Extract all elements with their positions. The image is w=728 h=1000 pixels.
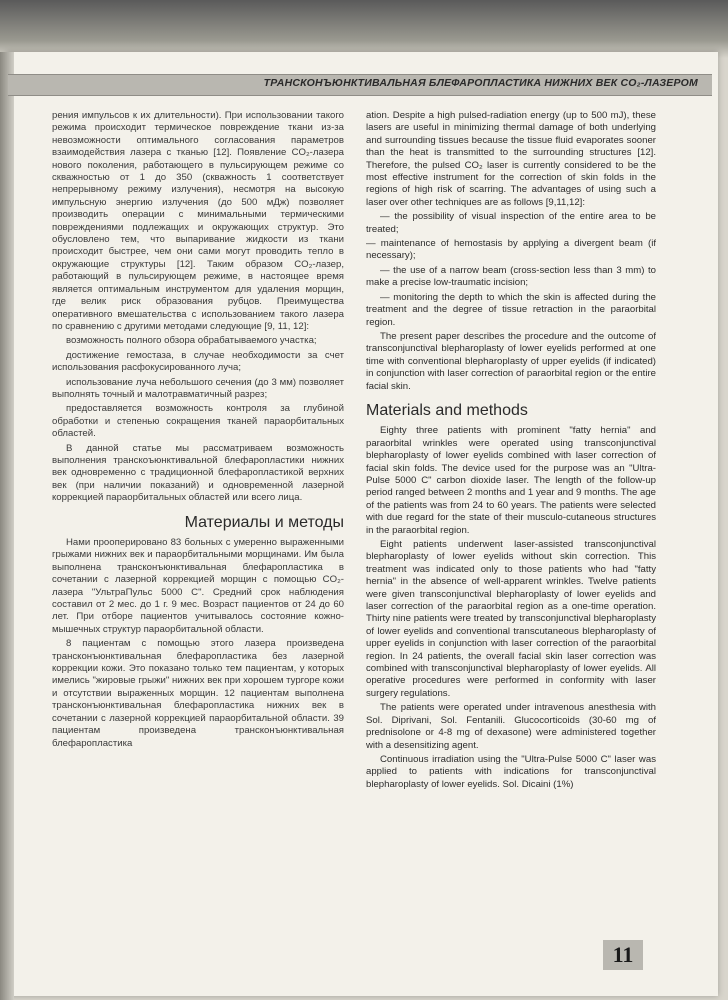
en-paragraph: — the use of a narrow beam (cross-section less than 3 mm) to make a precise low-traumatic incision;: [366, 264, 656, 289]
en-paragraph: Continuous irradiation using the "Ultra-Pulse 5000 C" laser was applied to patients with indications for transconjunctival blepharoplasty of lower eyelids. Sol. Dicaini (1%): [366, 753, 656, 790]
en-paragraph: The present paper describes the procedure and the outcome of transconjunctival blepharoplasty of lower eyelids performed at one time with conventional blepharoplasty of upper eyelids (if indicated) in conjunction with laser correction of paraorbital region or the entire facial skin.: [366, 330, 656, 392]
ru-paragraph: возможность полного обзора обрабатываемого участка;: [66, 335, 317, 347]
en-paragraph: — maintenance of hemostasis by applying a divergent beam (if necessary);: [366, 238, 656, 262]
en-paragraph: The patients were operated under intravenous anesthesia with Sol. Diprivani, Sol. Fentanili. Glucocorticoids (30-60 mg of prednisolone or 4-8 mg of dexasone) were administered together with a desensitizing agent.: [366, 702, 656, 751]
ru-paragraph: Нами прооперировано 83 больных с умеренно выраженными грыжами нижних век и параорбитальными морщинами. Им была выполнена трансконъюнктивальная блефаропластика в сочетании с лазерной коррекцией морщин с помощью CO₂-лазера "УльтраПульс 5000 С". Средний срок наблюдения составил от 2 мес. до 1 г. 9 мес. Возраст пациентов от 24 до 60 лет. При отборе пациентов учитывалось состояние кожно-мышечных структур параорбитальной области.: [52, 537, 344, 635]
ru-paragraph: использование луча небольшого сечения (до 3 мм) позволяет выполнять точный и малотравматичный разрез;: [52, 376, 344, 400]
en-paragraph: ation. Despite a high pulsed-radiation energy (up to 500 mJ), these lasers are useful in minimizing thermal damage of both underlying and surrounding tissues because the tissue fluid evaporates sooner than the heat is transmitted to the surrounding structures [12]. Therefore, the pulsed CO₂ laser is currently considered to be the most effective instrument for the correction of skin folds in the regions of high risk of scarring. The advantages of using such a laser over other techniques are as follows [9,11,12]:: [366, 110, 656, 208]
ru-paragraph: рения импульсов к их длительности). При использовании такого режима происходит термическое повреждение ткани из-за невозможности оптимального согласования параметров взаимодействия лазера с тканью [12]. Появление CO₂-лазера нового поколения, работающего в пульсирующем режиме со скважностью от 1 до 350 (скважность 1 соответствует непрерывному режиму излучения), несмотря на высокую импульсную энергию излучения (до 500 мДж) позволяет производить операции с минимальными термическими повреждениями подлежащих и окружающих структур. Это обусловлено тем, что выпаривание жидкости из ткани происходит быстрее, чем они сами могут проводить тепло в окружающие структуры [12]. Таким образом CO₂-лазер, работающий в пульсирующем режиме, в настоящее время является оптимальным инструментом для удаления морщин, где велик риск образования рубцов. Преимущества оперативного вмешательства с использованием такого лазера по сравнению с другими методами следующие [9, 11, 12]:: [52, 110, 344, 332]
english-column: [366, 110, 656, 920]
page-number: 11: [603, 940, 643, 970]
ru-paragraph: 8 пациентам с помощью этого лазера произведена трансконъюнктивальная блефаропластика без лазерной коррекции кожи. Это показано только тем пациентам, у которых имелись "жировые грыжи" нижних век при хорошем тургоре кожи и отсутствии выраженных морщин. 12 пациентам выполнена трансконъюнктивальная блефаропластика нижних век в сочетании с лазерной коррекцией параорбитальной области. 39 пациентам произведена трансконъюнктивальная блефаропластика: [52, 638, 344, 749]
ru-paragraph: предоставляется возможность контроля за глубиной обработки и степенью сокращения тканей параорбитальных областей.: [52, 403, 344, 440]
scan-binding-shadow: [0, 52, 14, 1000]
en-methods-heading: Materials and methods: [366, 401, 528, 419]
running-header-title: ТРАНСКОНЪЮНКТИВАЛЬНАЯ БЛЕФАРОПЛАСТИКА НИЖНИХ ВЕК CO₂-ЛАЗЕРОМ: [263, 77, 698, 89]
ru-paragraph: В данной статье мы рассматриваем возможность выполнения транскоъюнктивальной блефаропластики нижних век одновременно с традиционной блефаропластикой верхних век (при наличии показаний) и одновременной лазерной коррекцией параорбитальных областей или всего лица.: [52, 442, 344, 504]
en-paragraph: — the possibility of visual inspection of the entire area to be treated;: [366, 211, 656, 235]
russian-column: [52, 110, 344, 760]
scan-top-margin: [0, 0, 728, 58]
en-paragraph: — monitoring the depth to which the skin is affected during the treatment and the degree of tissue retraction in the paraorbital region.: [366, 291, 656, 328]
running-header: [8, 74, 712, 96]
en-paragraph: Eighty three patients with prominent "fatty hernia" and paraorbital wrinkles were operated using transconjunctival blepharoplasty of lower eyelids combined with laser correction of facial skin folds. The device used for the purpose was an "Ultra-Pulse 5000 C" carbon dioxide laser. The length of the follow-up period ranged between 2 months and 1 year and 9 months. The age of the patients was from 24 to 60 years. The patients were selected with due regard for the state of their musculo-cutaneous structures in the paraorbital region.: [366, 425, 656, 536]
en-paragraph: Eight patients underwent laser-assisted transconjunctival blepharoplasty of lower eyelids without skin correction. This treatment was indicated only to those patients who had "fatty hernia" in the absence of well-apparent wrinkles. Twelve patients were given transconjunctival blepharoplasty of lower eyelids and laser correction of the paraorbital region as a one-time operation. Thirty nine patients were treated by transconjunctival blepharoplasty of lower eyelids and conventional transcutaneous blepharoplasty of upper eyelids in conjunction with laser correction of the paraorbital region. In 24 patients, the overall facial skin laser correction was combined with transconjunctival blepharoplasty of lower eyelids. All operative procedures were performed in conformity with laser surgery regulations.: [366, 539, 656, 699]
ru-paragraph: достижение гемостаза, в случае необходимости за счет использования расфокусированного луча;: [52, 349, 344, 374]
ru-methods-heading: Материалы и методы: [184, 513, 344, 531]
